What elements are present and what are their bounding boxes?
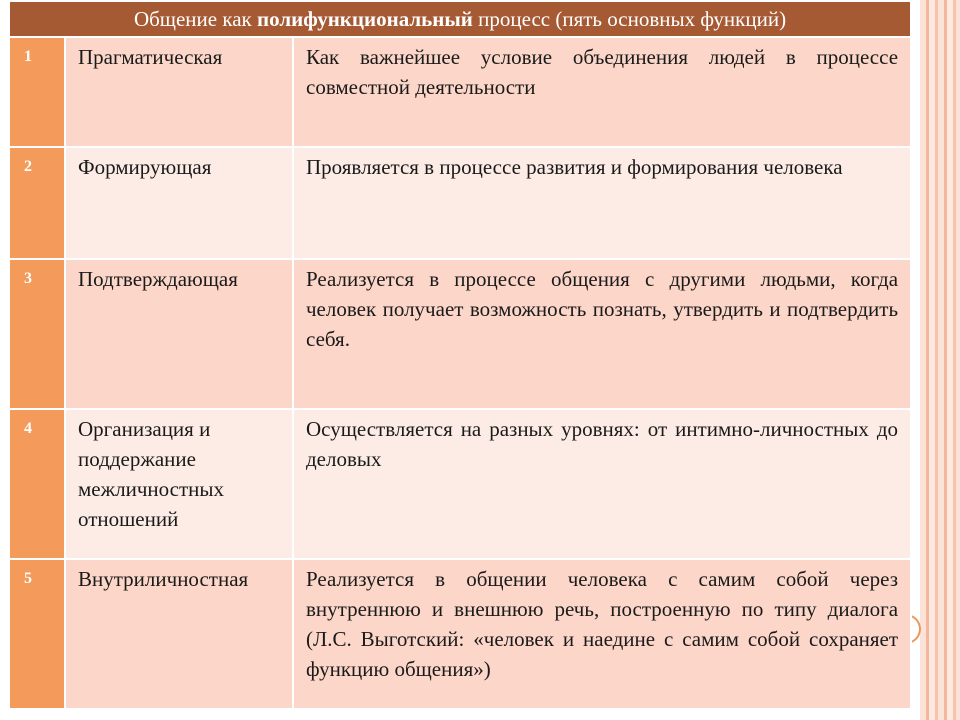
row-number: 5 (9, 559, 65, 709)
row-number: 2 (9, 147, 65, 259)
row-number: 4 (9, 409, 65, 559)
function-name: Внутриличностная (65, 559, 293, 709)
title-suffix: процесс (пять основных функций) (472, 6, 787, 31)
function-description: Осуществляется на разных уровнях: от интимно-личностных до деловых (293, 409, 911, 559)
function-description: Реализуется в процессе общения с другими людьми, когда человек получает возможность познать, утвердить и подтвердить себя. (293, 259, 911, 409)
row-number: 3 (9, 259, 65, 409)
function-name: Организация и поддержание межличностных отношений (65, 409, 293, 559)
table-row (9, 37, 911, 147)
function-name: Подтверждающая (65, 259, 293, 409)
function-description: Проявляется в процессе развития и формирования человека (293, 147, 911, 259)
functions-table (8, 0, 912, 710)
table-row (9, 259, 911, 409)
decorative-side-stripes (920, 0, 960, 720)
title-prefix: Общение как (133, 6, 257, 31)
function-description: Реализуется в общении человека с самим собой через внутреннюю и внешнюю речь, построенную по типу диалога (Л.С. Выготский: «человек и наедине с самим собой сохраняет функцию общения») (293, 559, 911, 709)
row-number: 1 (9, 37, 65, 147)
table-row (9, 559, 911, 709)
table-row (9, 147, 911, 259)
table-row (9, 409, 911, 559)
function-name: Прагматическая (65, 37, 293, 147)
function-name: Формирующая (65, 147, 293, 259)
function-description: Как важнейшее условие объединения людей в процессе совместной деятельности (293, 37, 911, 147)
title-bold-word: полифункциональный (257, 6, 473, 31)
table-title (9, 1, 911, 37)
table-header-row (9, 1, 911, 37)
